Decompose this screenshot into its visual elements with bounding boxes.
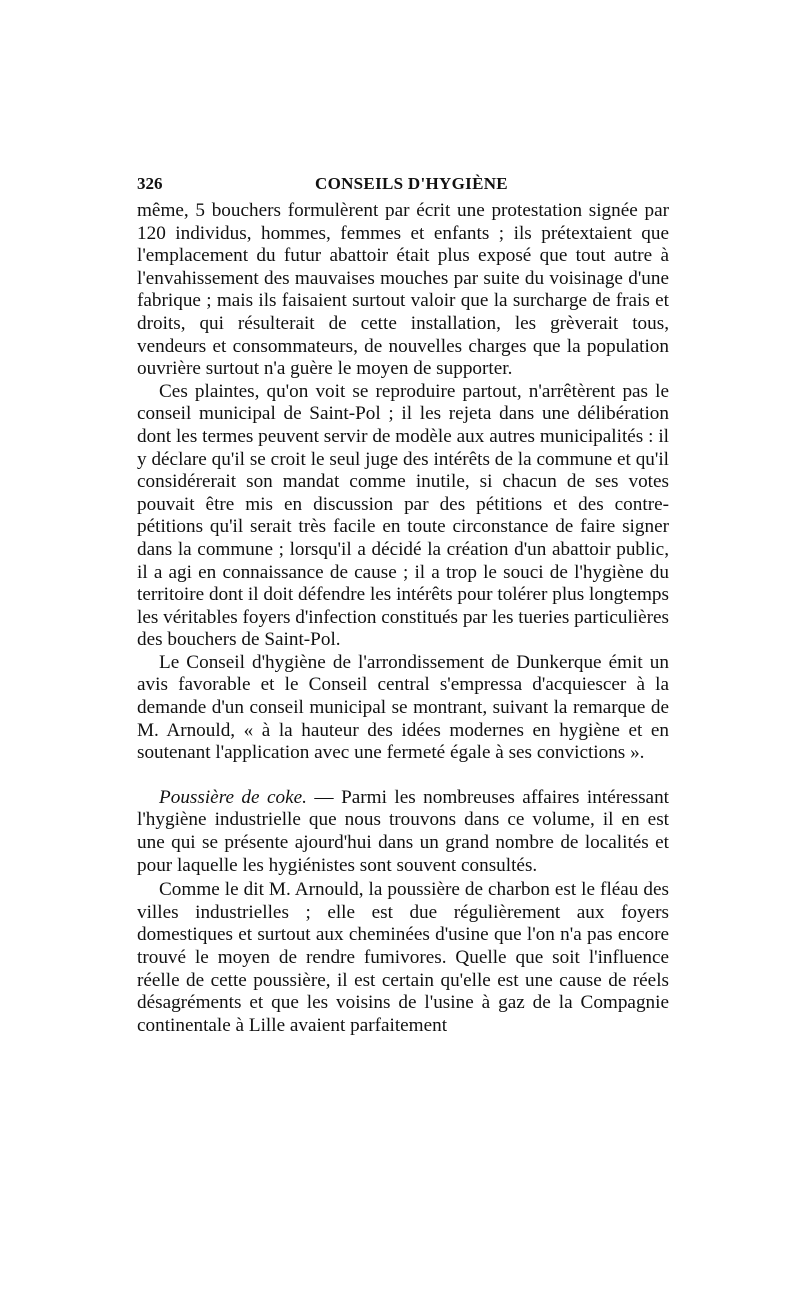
paragraph-arnould: Comme le dit M. Arnould, la poussière de charbon est le fléau des villes industrielles ; elle est due régulièrement aux foyers domestiques et surtout aux cheminées d'usine que l'on n'a pas encore trouvé le moyen de rendre fumivores. Quelle que soit l'influence réelle de cette poussière, il est certain qu'elle est une cause de réels désagréments et que les voisins de l'usine à gaz de la Compagnie continentale à Lille avaient parfaitement (137, 879, 669, 1036)
paragraph-continuation: même, 5 bouchers formulèrent par écrit une protestation signée par 120 individus, hommes, femmes et enfants ; ils prétextaient que l'emplacement du futur abattoir était plus exposé que tout autre à l'envahissement des mauvaises mouches par suite du voisinage d'une fabrique ; mais ils faisaient surtout valoir que la surcharge de frais et droits, qui résulterait de cette installation, les grèverait tous, vendeurs et consommateurs, de nouvelles charges que la population ouvrière surtout n'a guère le moyen de supporter. (137, 200, 669, 380)
body-text (137, 200, 669, 1037)
running-title: CONSEILS D'HYGIÈNE (315, 174, 508, 193)
page-number: 326 (137, 174, 163, 193)
paragraph-saint-pol: Ces plaintes, qu'on voit se reproduire partout, n'arrêtèrent pas le conseil municipal de Saint-Pol ; il les rejeta dans une délibération dont les termes peuvent servir de modèle aux autres municipalités : il y déclare qu'il se croit le seul juge des intérêts de la commune et qu'il considérerait son mandat comme inutile, si chacun de ses votes pouvait être mis en discussion par des pétitions et des contre-pétitions qu'il serait très facile en toute circonstance de faire signer dans la commune ; lorsqu'il a décidé la création d'un abattoir public, il a agi en connaissance de cause ; il a trop le souci de l'hygiène du territoire dont il doit défendre les intérêts pour tolérer plus longtemps les véritables foyers d'infection constitués par les tueries particulières des bouchers de Saint-Pol. (137, 380, 669, 651)
section-lead-title: Poussière de coke. (159, 786, 307, 808)
section-lead-text: — Parmi les nombreuses affaires intéressant l'hygiène industrielle que nous trouvons dans ce volume, il en est une qui se présente ajourd'hui dans un grand nombre de localités et pour laquelle les hygiénistes sont souvent consultés. (137, 786, 669, 876)
paragraph-dunkerque: Le Conseil d'hygiène de l'arrondissement de Dunkerque émit un avis favorable et le Conseil central s'empressa d'acquiescer à la demande d'un conseil municipal se montrant, suivant la remarque de M. Arnould, « à la hauteur des idées modernes en hygiène et en soutenant l'application avec une fermeté égale à ses convictions ». (137, 651, 669, 764)
book-page (137, 172, 669, 1037)
paragraph-poussiere-de-coke (137, 787, 669, 877)
running-head (137, 172, 669, 200)
